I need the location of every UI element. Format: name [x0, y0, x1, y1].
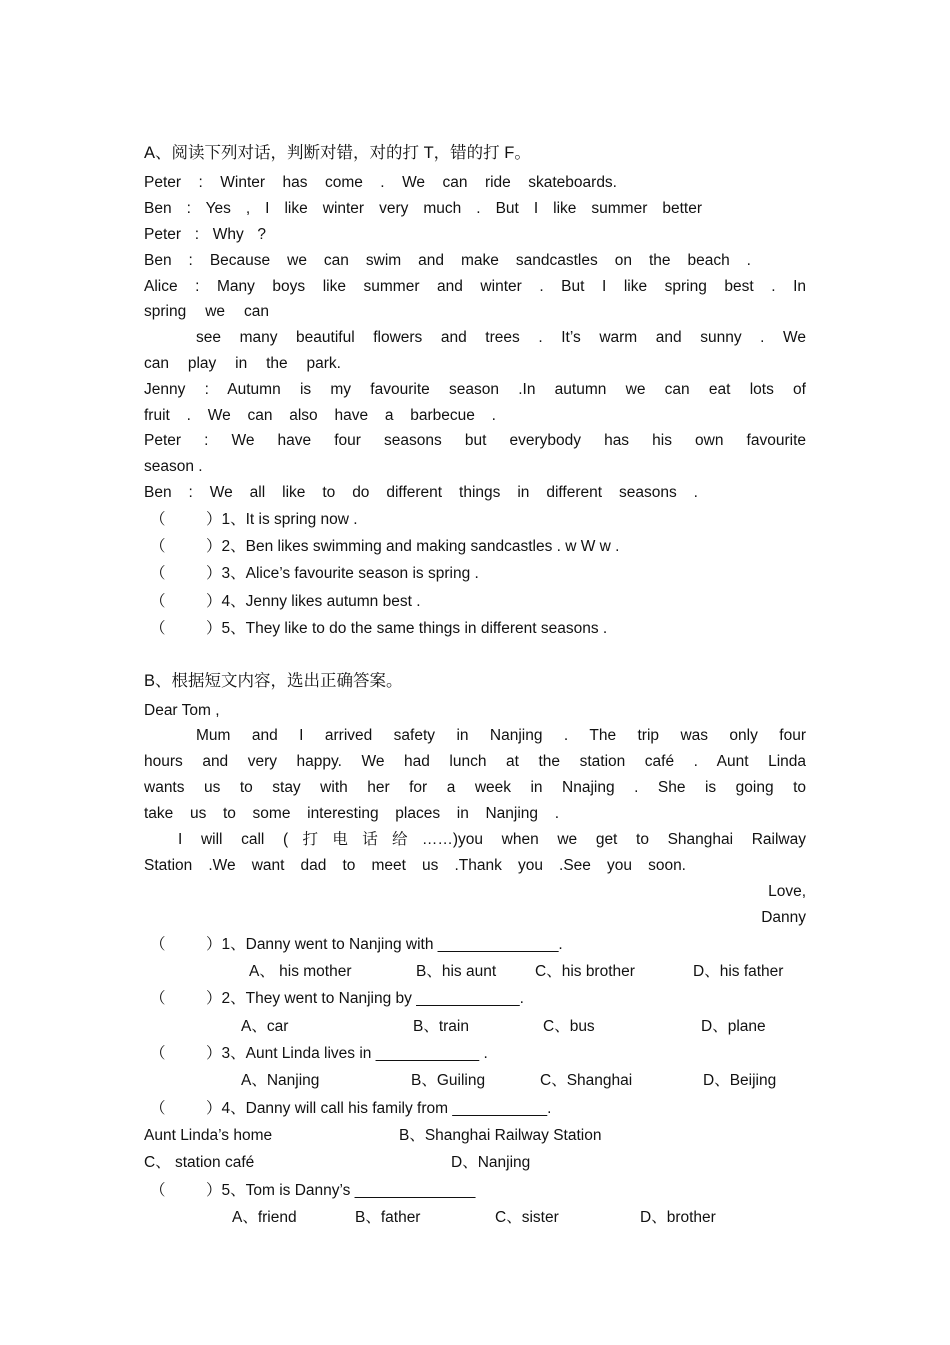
option-c: C、Shanghai	[540, 1072, 633, 1089]
option-a: A、car	[241, 1018, 289, 1035]
option-b: B、his aunt	[416, 963, 497, 980]
option-b: B、train	[413, 1018, 469, 1035]
letter-line: take us to some interesting places in Nanjing .	[144, 805, 559, 822]
option-d: D、his father	[693, 963, 784, 980]
mc-question-2: （ ）2、They went to Nanjing by ____________.	[150, 990, 524, 1007]
mc-question-5: （ ）5、Tom is Danny’s ______________	[150, 1182, 476, 1199]
section-a-heading: A、阅读下列对话，判断对错，对的打 T，错的打 F。	[144, 144, 531, 162]
dialogue-line: Ben : Yes , I like winter very much . But I like summer better	[144, 200, 702, 217]
tf-question-1: （ ）1、It is spring now .	[150, 511, 358, 528]
option-a: A、Nanjing	[241, 1072, 320, 1089]
tf-question-2: （ ）2、Ben likes swimming and making sandcastles . w W w .	[150, 538, 620, 555]
dialogue-line: season .	[144, 458, 203, 475]
letter-line: Station .We want dad to meet us .Thank you .See you soon.	[144, 857, 686, 874]
option-b: B、father	[355, 1209, 421, 1226]
tf-question-5: （ ）5、They like to do the same things in different seasons .	[150, 620, 608, 637]
option-a: A、friend	[232, 1209, 297, 1226]
option-b: B、Shanghai Railway Station	[399, 1127, 602, 1144]
option-d: D、brother	[640, 1209, 716, 1226]
tf-question-4: （ ）4、Jenny likes autumn best .	[150, 593, 421, 610]
option-c: C、bus	[543, 1018, 595, 1035]
option-b: B、Guiling	[411, 1072, 486, 1089]
dialogue-line: fruit . We can also have a barbecue .	[144, 407, 496, 424]
letter-line: wants us to stay with her for a week in Nnajing . She is going to	[144, 779, 806, 796]
mc-question-4: （ ）4、Danny will call his family from ___________.	[150, 1100, 552, 1117]
dialogue-line: Peter : Why ?	[144, 226, 266, 243]
letter-line: Mum and I arrived safety in Nanjing . The trip was only four	[196, 727, 806, 744]
option-d: D、Nanjing	[451, 1154, 531, 1171]
dialogue-line: can play in the park.	[144, 355, 341, 372]
dialogue-line: Peter : Winter has come . We can ride skateboards.	[144, 174, 617, 191]
option-a: Aunt Linda’s home	[144, 1127, 273, 1144]
section-b-heading: B、根据短文内容，选出正确答案。	[144, 672, 403, 690]
dialogue-line: Jenny : Autumn is my favourite season .In autumn we can eat lots of	[144, 381, 806, 398]
option-c: C、sister	[495, 1209, 559, 1226]
option-c: C、his brother	[535, 963, 635, 980]
dialogue-line: Peter : We have four seasons but everybody has his own favourite	[144, 432, 806, 449]
letter-line: Dear Tom ,	[144, 702, 220, 719]
dialogue-line: Ben : Because we can swim and make sandcastles on the beach .	[144, 252, 751, 269]
dialogue-line: see many beautiful flowers and trees . It’s warm and sunny . We	[196, 329, 806, 346]
letter-signature: Danny	[761, 909, 806, 926]
mc-question-1: （ ）1、Danny went to Nanjing with ______________.	[150, 936, 563, 953]
mc-question-3: （ ）3、Aunt Linda lives in ____________ .	[150, 1045, 488, 1062]
option-d: D、plane	[701, 1018, 766, 1035]
option-d: D、Beijing	[703, 1072, 777, 1089]
option-a: A、 his mother	[249, 963, 352, 980]
letter-closing: Love,	[768, 883, 806, 900]
tf-question-3: （ ）3、Alice’s favourite season is spring .	[150, 565, 479, 582]
dialogue-line: Alice : Many boys like summer and winter . But I like spring best . In	[144, 278, 806, 295]
dialogue-line: Ben : We all like to do different things in different seasons .	[144, 484, 698, 501]
letter-line: hours and very happy. We had lunch at the station café . Aunt Linda	[144, 753, 806, 770]
option-c: C、 station café	[144, 1154, 255, 1171]
dialogue-line: spring we can	[144, 303, 269, 320]
letter-line: I will call (打电话给……)you when we get to Shanghai Railway	[178, 831, 806, 848]
